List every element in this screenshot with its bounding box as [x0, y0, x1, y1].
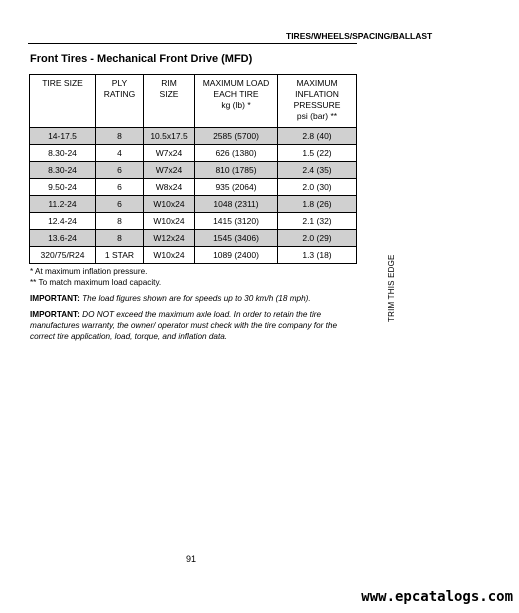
cell-tire-size: 9.50-24	[30, 179, 96, 196]
notes	[30, 266, 360, 342]
cell-max-pressure: 2.0 (30)	[278, 179, 357, 196]
cell-max-pressure: 2.0 (29)	[278, 230, 357, 247]
important-text: The load figures shown are for speeds up to 30 km/h (18 mph).	[82, 294, 311, 303]
column-header-line: RIM	[161, 78, 177, 88]
cell-ply-rating: 6	[96, 179, 144, 196]
table-row	[30, 247, 357, 264]
important-note-axle	[30, 309, 360, 342]
trim-edge-label: TRIM THIS EDGE	[387, 254, 396, 322]
table-row	[30, 162, 357, 179]
cell-max-load: 1415 (3120)	[195, 213, 278, 230]
cell-max-load: 2585 (5700)	[195, 128, 278, 145]
cell-tire-size: 13.6-24	[30, 230, 96, 247]
column-header-line: PRESSURE	[293, 100, 341, 110]
cell-ply-rating: 8	[96, 230, 144, 247]
column-header-rim-size	[144, 75, 195, 128]
cell-max-load: 810 (1785)	[195, 162, 278, 179]
cell-max-pressure: 2.1 (32)	[278, 213, 357, 230]
cell-tire-size: 14-17.5	[30, 128, 96, 145]
column-header-line: MAXIMUM	[296, 78, 338, 88]
column-header-line: INFLATION	[295, 89, 339, 99]
column-header-tire-size	[30, 75, 96, 128]
cell-max-load: 626 (1380)	[195, 145, 278, 162]
cell-ply-rating: 6	[96, 196, 144, 213]
column-header-line: PLY	[111, 78, 128, 88]
column-header-line: SIZE	[159, 89, 179, 99]
cell-tire-size: 12.4-24	[30, 213, 96, 230]
important-label: IMPORTANT:	[30, 310, 80, 319]
important-text: DO NOT exceed the maximum axle load. In order to retain the tire manufactures warranty, the owner/ operator must check with the tire company for the correct tire application, load, torque, and inflation data.	[30, 310, 338, 341]
page-title: Front Tires - Mechanical Front Drive (MFD)	[30, 53, 253, 65]
column-header-max-load	[195, 75, 278, 128]
cell-tire-size: 320/75/R24	[30, 247, 96, 264]
column-header-line: psi (bar) **	[296, 111, 338, 121]
cell-max-load: 1545 (3406)	[195, 230, 278, 247]
section-header: TIRES/WHEELS/SPACING/BALLAST	[286, 31, 433, 41]
column-header-line: MAXIMUM LOAD	[202, 78, 270, 88]
column-header-line: RATING	[103, 89, 136, 99]
cell-rim-size: 10.5x17.5	[144, 128, 195, 145]
footnote-max-inflation: * At maximum inflation pressure.	[30, 267, 148, 276]
table-row	[30, 145, 357, 162]
cell-tire-size: 8.30-24	[30, 162, 96, 179]
cell-max-pressure: 1.5 (22)	[278, 145, 357, 162]
cell-ply-rating: 8	[96, 213, 144, 230]
cell-ply-rating: 1 STAR	[96, 247, 144, 264]
cell-ply-rating: 6	[96, 162, 144, 179]
cell-max-load: 1089 (2400)	[195, 247, 278, 264]
watermark: www.epcatalogs.com	[361, 589, 513, 605]
cell-ply-rating: 8	[96, 128, 144, 145]
cell-tire-size: 8.30-24	[30, 145, 96, 162]
cell-ply-rating: 4	[96, 145, 144, 162]
column-header-max-pressure	[278, 75, 357, 128]
cell-max-pressure: 2.8 (40)	[278, 128, 357, 145]
cell-max-load: 935 (2064)	[195, 179, 278, 196]
column-header-line: kg (lb) *	[221, 100, 251, 110]
table-body	[30, 128, 357, 264]
column-header-line: TIRE SIZE	[42, 78, 83, 88]
table-row	[30, 128, 357, 145]
tire-spec-table	[29, 74, 357, 264]
column-header-ply-rating	[96, 75, 144, 128]
important-note-speed	[30, 293, 360, 304]
table-header-row	[30, 75, 357, 128]
table-row	[30, 230, 357, 247]
table-row	[30, 179, 357, 196]
cell-max-load: 1048 (2311)	[195, 196, 278, 213]
cell-max-pressure: 1.3 (18)	[278, 247, 357, 264]
cell-rim-size: W10x24	[144, 213, 195, 230]
cell-rim-size: W10x24	[144, 247, 195, 264]
cell-rim-size: W10x24	[144, 196, 195, 213]
cell-rim-size: W12x24	[144, 230, 195, 247]
cell-max-pressure: 1.8 (26)	[278, 196, 357, 213]
table-row	[30, 196, 357, 213]
cell-rim-size: W7x24	[144, 162, 195, 179]
cell-max-pressure: 2.4 (35)	[278, 162, 357, 179]
cell-tire-size: 11.2-24	[30, 196, 96, 213]
footnote-max-load: ** To match maximum load capacity.	[30, 278, 162, 287]
cell-rim-size: W8x24	[144, 179, 195, 196]
important-label: IMPORTANT:	[30, 294, 80, 303]
page-number: 91	[186, 554, 197, 564]
column-header-line: EACH TIRE	[213, 89, 259, 99]
table-row	[30, 213, 357, 230]
header-rule	[28, 43, 357, 44]
cell-rim-size: W7x24	[144, 145, 195, 162]
